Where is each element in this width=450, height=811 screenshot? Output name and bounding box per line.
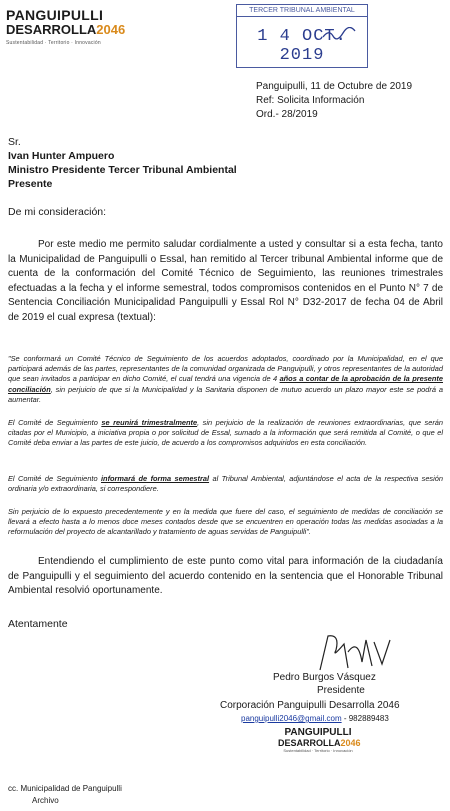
logo-line2 (6, 23, 126, 37)
stamp-initials-icon (321, 27, 357, 41)
logo-line1: PANGUIPULLI (6, 7, 104, 23)
organization-logo-footer (278, 727, 361, 753)
handwritten-signature-icon (300, 632, 400, 672)
signer-block (273, 670, 376, 685)
body-paragraph-2-text: Entendiendo el cumplimiento de este punto como vital para información de la ciudadanía de Panguipulli y el seguimiento del acuerdo contenido en la sentencia que el Honorable Tribunal Ambiental resolvió oportunamente. (8, 556, 443, 596)
logo-tagline: Sustentabilidad · Territorio · Innovación (6, 40, 101, 46)
reference: Ref: Solicita Información (256, 95, 365, 106)
quote-1-underlined: años a contar de la aprobación de la presente conciliación (8, 374, 443, 394)
greeting: De mi consideración: (8, 206, 107, 218)
addressee-name: Ivan Hunter Ampuero (8, 150, 115, 162)
cc-line-2: Archivo (32, 796, 59, 805)
body-paragraph-1 (8, 238, 443, 325)
quote-paragraph-2 (8, 418, 443, 449)
quote-2-underlined: se reunirá trimestralmente (101, 418, 198, 427)
ordinance-number: Ord.- 28/2019 (256, 109, 318, 120)
quote-1-text-b: , sin perjuicio de que si la Municipalidad y la Sanitaria disponen de mutuo acuerdo un plazo mayor este se podrá a aumentar. (8, 384, 443, 404)
cc-line-1: cc. Municipalidad de Panguipulli (8, 784, 122, 793)
logo-line2-num: 2046 (96, 22, 126, 37)
quote-2-text-a: El Comité de Seguimiento (8, 418, 102, 427)
contact-line (241, 714, 389, 723)
addressee-presente: Presente (8, 178, 53, 190)
organization-logo (6, 8, 126, 47)
quote-3-text-a: El Comité de Seguimiento (8, 474, 101, 483)
stamp-header: TERCER TRIBUNAL AMBIENTAL (237, 5, 367, 17)
addressee-block (8, 135, 237, 191)
received-stamp (236, 4, 368, 68)
signer-organization: Corporación Panguipulli Desarrolla 2046 (220, 700, 400, 711)
addressee-title: Ministro Presidente Tercer Tribunal Ambiental (8, 164, 237, 176)
quote-paragraph-3 (8, 474, 443, 494)
quote-2-text-b: , sin perjuicio de la realización de reuniones extraordinarias, que serán citadas por el Municipio, a iniciativa propia o por solicitud de Essal, sumado a la información que será remitida al Comité, o que el Comité deba enviar a las partes de este juicio, de acuerdo a los compromisos adquiridos en esta conciliación. (8, 418, 443, 448)
footer-logo-line1: PANGUIPULLI (284, 727, 352, 738)
place-date: Panguipulli, 11 de Octubre de 2019 (256, 81, 413, 92)
closing: Atentamente (8, 618, 68, 630)
body-paragraph-1-text: Por este medio me permito saludar cordialmente a usted y consultar si a esta fecha, tanto la Municipalidad de Panguipulli o Essal, han remitido al Tercer tribunal Ambiental informe que de cuenta de la conformación del Comité Técnico de Seguimiento, las reuniones trimestrales efectuadas a la fecha y el informe semestral, todos compromisos contenidos en el Punto N° 7 de Sentencia Conciliación Municipalidad Panguipulli y Essal Rol N° D32-2017 de fecha 04 de Abril de 2019 el cual expresa (textual): (8, 239, 443, 323)
quote-paragraph-4: Sin perjuicio de lo expuesto precedentemente y en la medida que fuere del caso, el seguimiento de medidas de conciliación se llevará a efecto hasta a lo menos doce meses contados desde que se encuentren en operación todas las medidas asociadas a la reformulación del proyecto de alcantarillado y tratamiento de aguas servidas de Panguipulli". (8, 507, 443, 537)
footer-logo-line2-text: DESARROLLA (278, 738, 341, 748)
footer-logo-tagline: Sustentabilidad · Territorio · Innovación (283, 748, 353, 753)
quote-1-text-a: "Se conformará un Comité Técnico de Seguimiento de los acuerdos adoptados, coordinado por la Municipalidad, en el que participará además de las partes, representantes de la comunidad organizada de Panguipulli, y otros representantes de la autoridad que sean invitados a participar en dicho Comité, el cual tendrá una vigencia de 4 (8, 354, 443, 384)
signer-role: Presidente (317, 685, 365, 696)
email-link[interactable]: panguipulli2046@gmail.com (241, 714, 342, 723)
quote-3-text-b: al Tribunal Ambiental, adjuntándose el acta de la respectiva sesión ordinaria y/o extraordinaria, si correspondiere. (8, 474, 443, 494)
quote-paragraph-1 (8, 354, 443, 405)
logo-line2-text: DESARROLLA (6, 22, 97, 37)
signer-name: Pedro Burgos Vásquez (273, 672, 376, 683)
body-paragraph-2 (8, 555, 443, 599)
footer-logo-line2-num: 2046 (340, 738, 361, 748)
footer-logo-line2 (278, 738, 361, 748)
phone-number: - 982889483 (341, 714, 389, 723)
stamp-date: 1 4 OCT. 2019 (257, 27, 347, 65)
carbon-copy (8, 783, 122, 807)
letter-header (256, 80, 412, 122)
quote-3-underlined: informará de forma semestral (101, 474, 210, 483)
salutation: Sr. (8, 136, 21, 148)
